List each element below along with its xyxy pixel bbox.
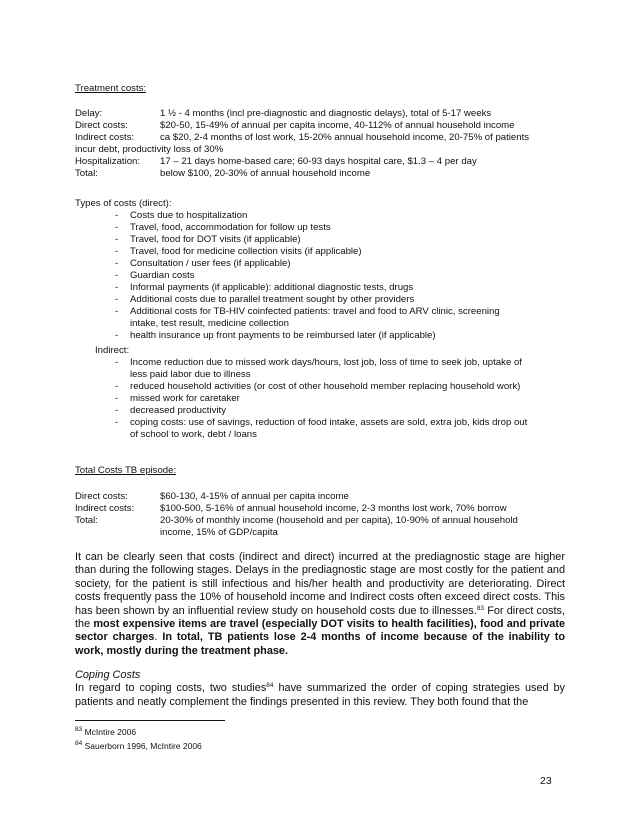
bullet-dash: - xyxy=(115,357,119,368)
row-value: $60-130, 4-15% of annual per capita income xyxy=(160,491,349,502)
treatment-row xyxy=(75,132,565,144)
row-value: $20-50, 15-49% of annual per capita income, 40-112% of annual household income xyxy=(160,120,515,131)
coping-heading: Coping Costs xyxy=(75,669,141,681)
paragraph-bold-text: most expensive items are travel (especially DOT visits to health facilities), food and private sector charges xyxy=(75,618,565,644)
direct-cost-item xyxy=(75,282,565,294)
direct-cost-item xyxy=(75,210,565,222)
types-of-costs-section xyxy=(75,198,565,441)
bullet-dash: - xyxy=(115,417,119,428)
direct-cost-item xyxy=(75,258,565,270)
indirect-cost-item-text: Income reduction due to missed work days/hours, lost job, loss of time to seek job, uptake of less paid labor due to illness xyxy=(130,357,522,380)
paragraph-text: . xyxy=(154,631,163,644)
indirect-cost-item-text: missed work for caretaker xyxy=(130,393,240,404)
direct-cost-item xyxy=(75,270,565,282)
indirect-cost-item xyxy=(75,381,565,393)
footnote-number: 83 xyxy=(75,726,83,733)
bullet-dash: - xyxy=(115,234,119,245)
bullet-dash: - xyxy=(115,381,119,392)
footnote-divider xyxy=(75,720,225,721)
row-value: 17 – 21 days home-based care; 60-93 days hospital care, $1.3 – 4 per day xyxy=(160,156,477,167)
row-continuation: incur debt, productivity loss of 30% xyxy=(75,144,224,155)
treatment-row xyxy=(75,120,565,132)
row-label: Indirect costs: xyxy=(75,132,135,143)
total-costs-table xyxy=(75,491,565,539)
total-row xyxy=(75,515,565,539)
paragraph-text: In regard to coping costs, two studies xyxy=(75,682,267,695)
total-row xyxy=(75,503,565,515)
paragraph-text: For direct costs, the xyxy=(75,604,565,631)
direct-cost-item-text: Costs due to hospitalization xyxy=(130,210,248,221)
paragraph-text: have summarized the order of coping strategies used by patients and neatly complement the findings presented in this review. They both found that the xyxy=(75,682,566,708)
row-value: 20-30% of monthly income (household and per capita), 10-90% of annual household income, 15% of GDP/capita xyxy=(160,515,518,538)
bullet-dash: - xyxy=(115,258,119,269)
bullet-dash: - xyxy=(115,246,119,257)
direct-cost-item-text: Travel, food for medicine collection visits (if applicable) xyxy=(130,246,362,257)
indirect-cost-item xyxy=(75,405,565,417)
indirect-cost-item xyxy=(75,357,565,381)
treatment-costs-heading: Treatment costs: xyxy=(75,83,147,94)
bullet-dash: - xyxy=(115,306,119,317)
indirect-cost-item xyxy=(75,393,565,405)
direct-cost-item-text: Travel, food, accommodation for follow up tests xyxy=(130,222,331,233)
indirect-cost-list xyxy=(75,357,565,441)
paragraph-bold-text: In total, TB patients lose 2-4 months of income because of the inability to work, mostly during the treatment phase. xyxy=(75,631,565,657)
bullet-dash: - xyxy=(115,405,119,416)
direct-cost-item xyxy=(75,222,565,234)
row-label: Total: xyxy=(75,515,98,526)
footnote-ref-83: 83 xyxy=(476,604,484,612)
treatment-costs-table xyxy=(75,108,565,180)
direct-cost-item-text: Additional costs due to parallel treatment sought by other providers xyxy=(130,294,415,305)
paragraph-text: It can be clearly seen that costs (indirect and direct) incurred at the prediagnostic stage are higher than during the following stages. Delays in the prediagnostic stage are most costly for the patient and society, for the patient is still infectious and his/her health and productivity are deteriorating. Direct costs frequently pass the 10% of household income and Indirect costs often exceed direct costs. This has been shown by an influential review study on household costs due to illnesses. xyxy=(75,551,565,617)
direct-cost-list xyxy=(75,210,565,342)
bullet-dash: - xyxy=(115,294,119,305)
treatment-row xyxy=(75,168,565,180)
coping-costs-section xyxy=(75,669,565,709)
coping-paragraph xyxy=(75,682,565,709)
direct-cost-item xyxy=(75,234,565,246)
direct-cost-item-text: Additional costs for TB-HIV coinfected patients: travel and food to ARV clinic, screening intake, test result, medicine collection xyxy=(130,306,500,329)
treatment-row xyxy=(75,156,565,168)
bullet-dash: - xyxy=(115,270,119,281)
bullet-dash: - xyxy=(115,210,119,221)
direct-cost-item xyxy=(75,306,565,330)
row-label: Total: xyxy=(75,168,98,179)
footnote-84 xyxy=(75,741,202,751)
types-heading: Types of costs (direct): xyxy=(75,198,172,209)
row-value: ca $20, 2-4 months of lost work, 15-20% annual household income, 20-75% of patients xyxy=(160,132,530,143)
row-label: Direct costs: xyxy=(75,491,128,502)
direct-cost-item-text: Consultation / user fees (if applicable) xyxy=(130,258,291,269)
direct-cost-item-text: health insurance up front payments to be reimbursed later (if applicable) xyxy=(130,330,436,341)
bullet-dash: - xyxy=(115,282,119,293)
direct-cost-item-text: Travel, food for DOT visits (if applicable) xyxy=(130,234,301,245)
treatment-costs-section xyxy=(75,83,565,95)
row-value: $100-500, 5-16% of annual household income, 2-3 months lost work, 70% borrow xyxy=(160,503,507,514)
direct-cost-item-text: Guardian costs xyxy=(130,270,195,281)
bullet-dash: - xyxy=(115,222,119,233)
total-costs-section xyxy=(75,465,565,477)
total-row xyxy=(75,491,565,503)
direct-cost-item xyxy=(75,330,565,342)
indirect-heading: Indirect: xyxy=(95,345,130,356)
row-value: 1 ½ - 4 months (incl pre-diagnostic and diagnostic delays), total of 5-17 weeks xyxy=(160,108,492,119)
bullet-dash: - xyxy=(115,330,119,341)
footnote-83 xyxy=(75,727,136,737)
footnote-text: Sauerborn 1996, McIntire 2006 xyxy=(82,741,202,751)
treatment-row xyxy=(75,108,565,120)
row-label: Hospitalization: xyxy=(75,156,141,167)
indirect-cost-item xyxy=(75,417,565,441)
indirect-cost-item-text: decreased productivity xyxy=(130,405,226,416)
direct-cost-item xyxy=(75,246,565,258)
indirect-cost-item-text: reduced household activities (or cost of other household member replacing household work) xyxy=(130,381,521,392)
row-label: Delay: xyxy=(75,108,103,119)
indirect-cost-item-text: coping costs: use of savings, reduction of food intake, assets are sold, extra job, kids drop out of school to work, debt / loans xyxy=(130,417,528,440)
total-costs-heading: Total Costs TB episode: xyxy=(75,465,177,476)
row-value: below $100, 20-30% of annual household income xyxy=(160,168,371,179)
bullet-dash: - xyxy=(115,393,119,404)
footnote-text: McIntire 2006 xyxy=(82,727,137,737)
row-label: Indirect costs: xyxy=(75,503,135,514)
direct-cost-item-text: Informal payments (if applicable): additional diagnostic tests, drugs xyxy=(130,282,414,293)
footnote-number: 84 xyxy=(75,740,83,747)
analysis-paragraph xyxy=(75,551,565,658)
footnote-ref-84: 84 xyxy=(266,682,274,690)
row-label: Direct costs: xyxy=(75,120,128,131)
direct-cost-item xyxy=(75,294,565,306)
page-number: 23 xyxy=(540,775,552,787)
